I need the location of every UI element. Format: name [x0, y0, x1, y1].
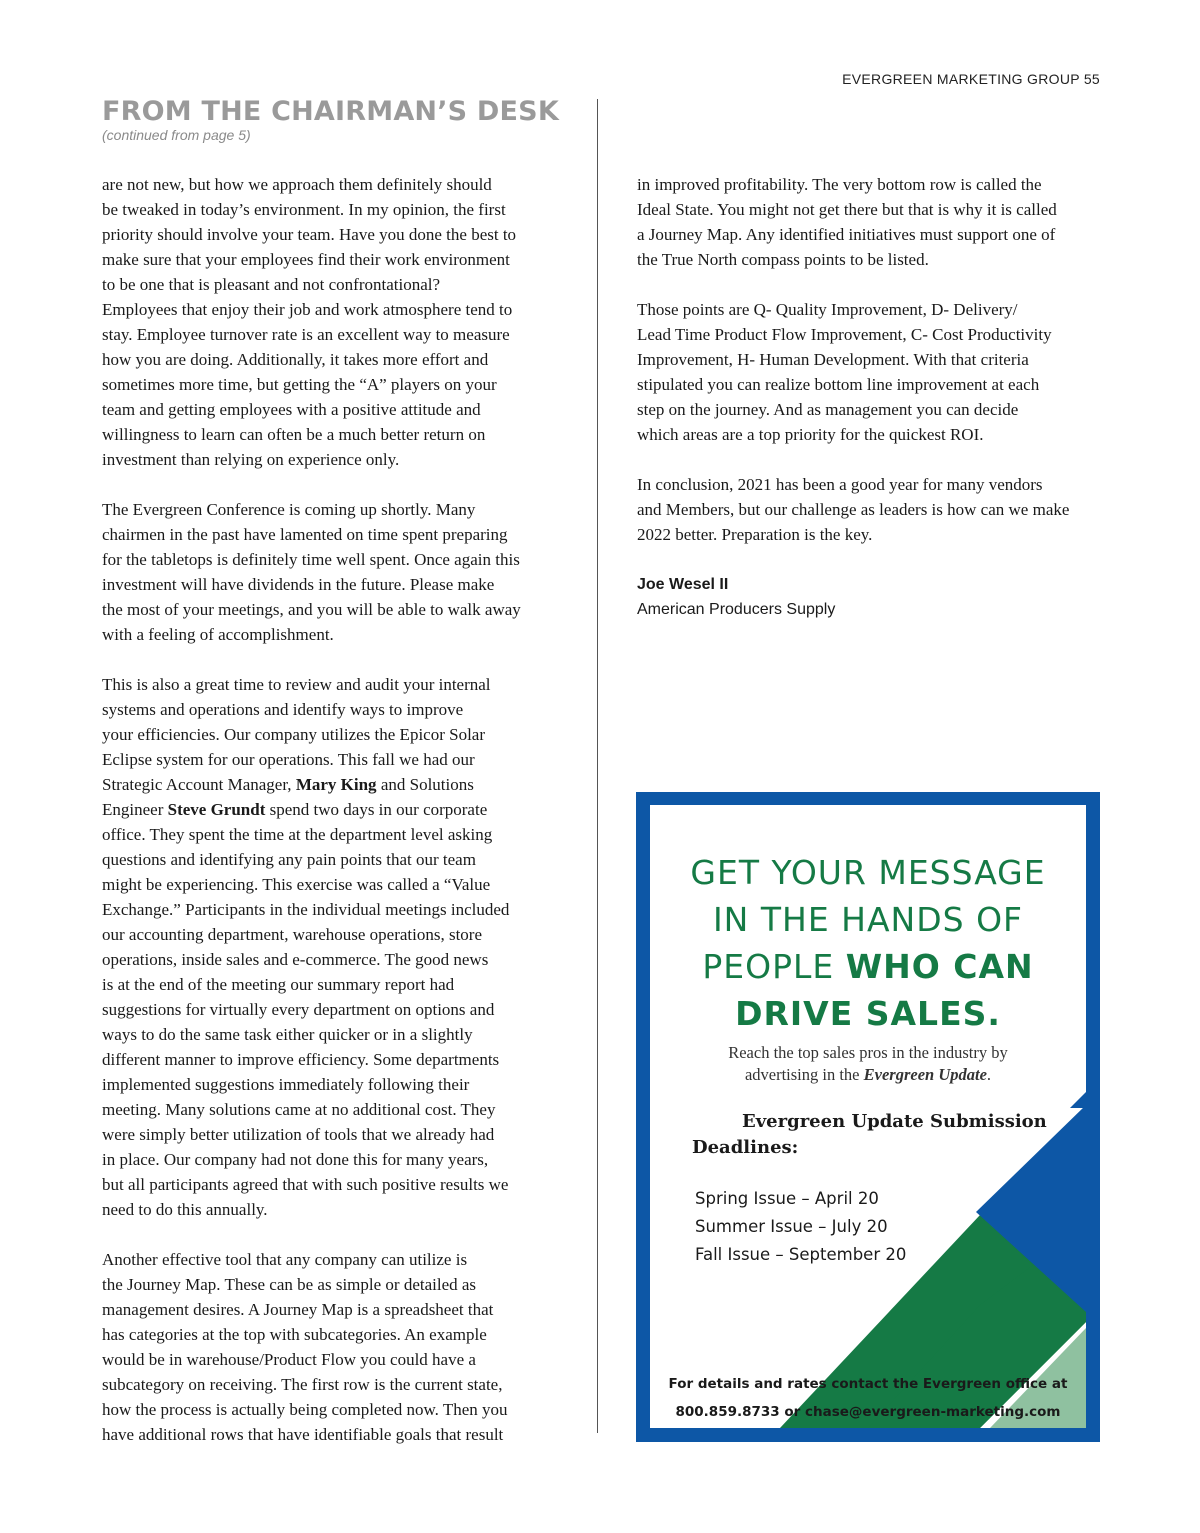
paragraph-audit: [102, 672, 582, 1222]
ad-subtext-line2: [650, 1064, 1086, 1086]
paragraph-audit-part2: and Solutions Engineer: [102, 775, 474, 819]
ad-subtext-suffix: .: [986, 1065, 992, 1084]
left-column: [102, 172, 582, 1472]
ad-headline-line2: IN THE HANDS OF: [712, 900, 1024, 939]
publication-name: Evergreen Update: [863, 1065, 987, 1084]
ad-headline-line4: [650, 990, 1086, 1037]
deadline-fall: Fall Issue – September 20: [695, 1245, 907, 1264]
ad-headline: [650, 849, 1086, 1037]
paragraph-team: are not new, but how we approach them definitely should be tweaked in today’s environment. In my opinion, the first priority should involve your team. Have you done the best to make sure that your employees find their work environment to be one that is pleasant and not confrontational? Employees that enjoy their job and work atmosphere tend to stay. Employee turnover rate is an excellent way to measure how you are doing. Additionally, it takes more effort and sometimes more time, but getting the “A” players on your team and getting employees with a positive attitude and willingness to learn can often be a much better return on investment than relying on experience only.: [102, 175, 517, 469]
column-divider: [597, 99, 598, 1433]
logo-blue-top: [1070, 1092, 1086, 1108]
ad-subtext: [650, 1042, 1086, 1086]
ad-contact-line1: For details and rates contact the Evergreen office at: [668, 1376, 1068, 1392]
deadline-summer: Summer Issue – July 20: [695, 1217, 888, 1236]
ad-headline-line3-bold: WHO CAN: [845, 947, 1034, 986]
running-head: EVERGREEN MARKETING GROUP 55: [842, 71, 1100, 87]
ad-headline-line4-bold: DRIVE SALES.: [735, 994, 1001, 1033]
advertisement-panel: [650, 805, 1086, 1428]
paragraph-conference: The Evergreen Conference is coming up shortly. Many chairmen in the past have lamented on time spent preparing for the tabletops is definitely time well spent. Once again this investment will have dividends in the future. Please make the most of your meetings, and you will be able to walk away with a feeling of accomplishment.: [102, 500, 521, 644]
ad-subtext-line1: Reach the top sales pros in the industry by: [728, 1043, 1008, 1062]
deadlines-title: Evergreen Update Submission Deadlines:: [692, 1111, 1047, 1158]
ad-headline-line1: GET YOUR MESSAGE: [690, 853, 1046, 892]
ad-contact: [650, 1370, 1086, 1426]
paragraph-audit-part1: This is also a great time to review and audit your internal systems and operations and identify ways to improve your efficiencies. Our company utilizes the Epicor Solar Eclipse system for our operations. This fall we had our Strategic Account Manager,: [102, 675, 491, 794]
signature-name: Joe Wesel II: [637, 576, 729, 593]
paragraph-audit-part3: spend two days in our corporate office. They spent the time at the department level asking questions and identifying any pain points that our team might be experiencing. This exercise was called a “Value Exchange.” Participants in the individual meetings included our accounting department, warehouse operations, store operations, inside sales and e-commerce. The good news is at the end of the meeting our summary report had suggestions for virtually every department on options and ways to do the same task either quicker or in a slightly different manner to improve efficiency. Some departments implemented suggestions immediately following their meeting. Many solutions came at no additional cost. They were simply better utilization of tools that we already had in place. Our company had not done this for many years, but all participants agreed that with such positive results we need to do this annually.: [102, 800, 510, 1219]
ad-headline-line3: [650, 943, 1086, 990]
signature-company: American Producers Supply: [637, 601, 836, 618]
advertisement-box: [636, 792, 1100, 1442]
ad-headline-line3-regular: PEOPLE: [702, 947, 846, 986]
person-name-steve-grundt: Steve Grundt: [167, 800, 266, 819]
paragraph-conclusion: In conclusion, 2021 has been a good year for many vendors and Members, but our challenge as leaders is how can we make 2022 better. Preparation is the key.: [637, 475, 1070, 544]
deadlines-list: [695, 1185, 906, 1269]
paragraph-true-north: Those points are Q- Quality Improvement, D- Delivery/ Lead Time Product Flow Improvement, C- Cost Productivity Improvement, H- Human Development. With that criteria stipulated you can realize bottom line improvement at each step on the journey. And as management you can decide which areas are a top priority for the quickest ROI.: [637, 300, 1052, 444]
paragraph-profitability: in improved profitability. The very bottom row is called the Ideal State. You might not get there but that is why it is called a Journey Map. Any identified initiatives must support one of the True North compass points to be listed.: [637, 175, 1057, 269]
continued-note: (continued from page 5): [102, 127, 251, 143]
article-title: FROM THE CHAIRMAN’S DESK: [102, 96, 559, 127]
paragraph-journey-map: Another effective tool that any company can utilize is the Journey Map. These can be as simple or detailed as management desires. A Journey Map is a spreadsheet that has categories at the top with subcategories. An example would be in warehouse/Product Flow you could have a subcategory on receiving. The first row is the current state, how the process is actually being completed now. Then you have additional rows that have identifiable goals that result: [102, 1250, 508, 1444]
ad-subtext-prefix: advertising in the: [744, 1065, 864, 1084]
deadline-spring: Spring Issue – April 20: [695, 1189, 879, 1208]
right-column: [637, 172, 1117, 622]
person-name-mary-king: Mary King: [295, 775, 377, 794]
ad-contact-line2: 800.859.8733 or chase@evergreen-marketing.com: [675, 1404, 1061, 1420]
